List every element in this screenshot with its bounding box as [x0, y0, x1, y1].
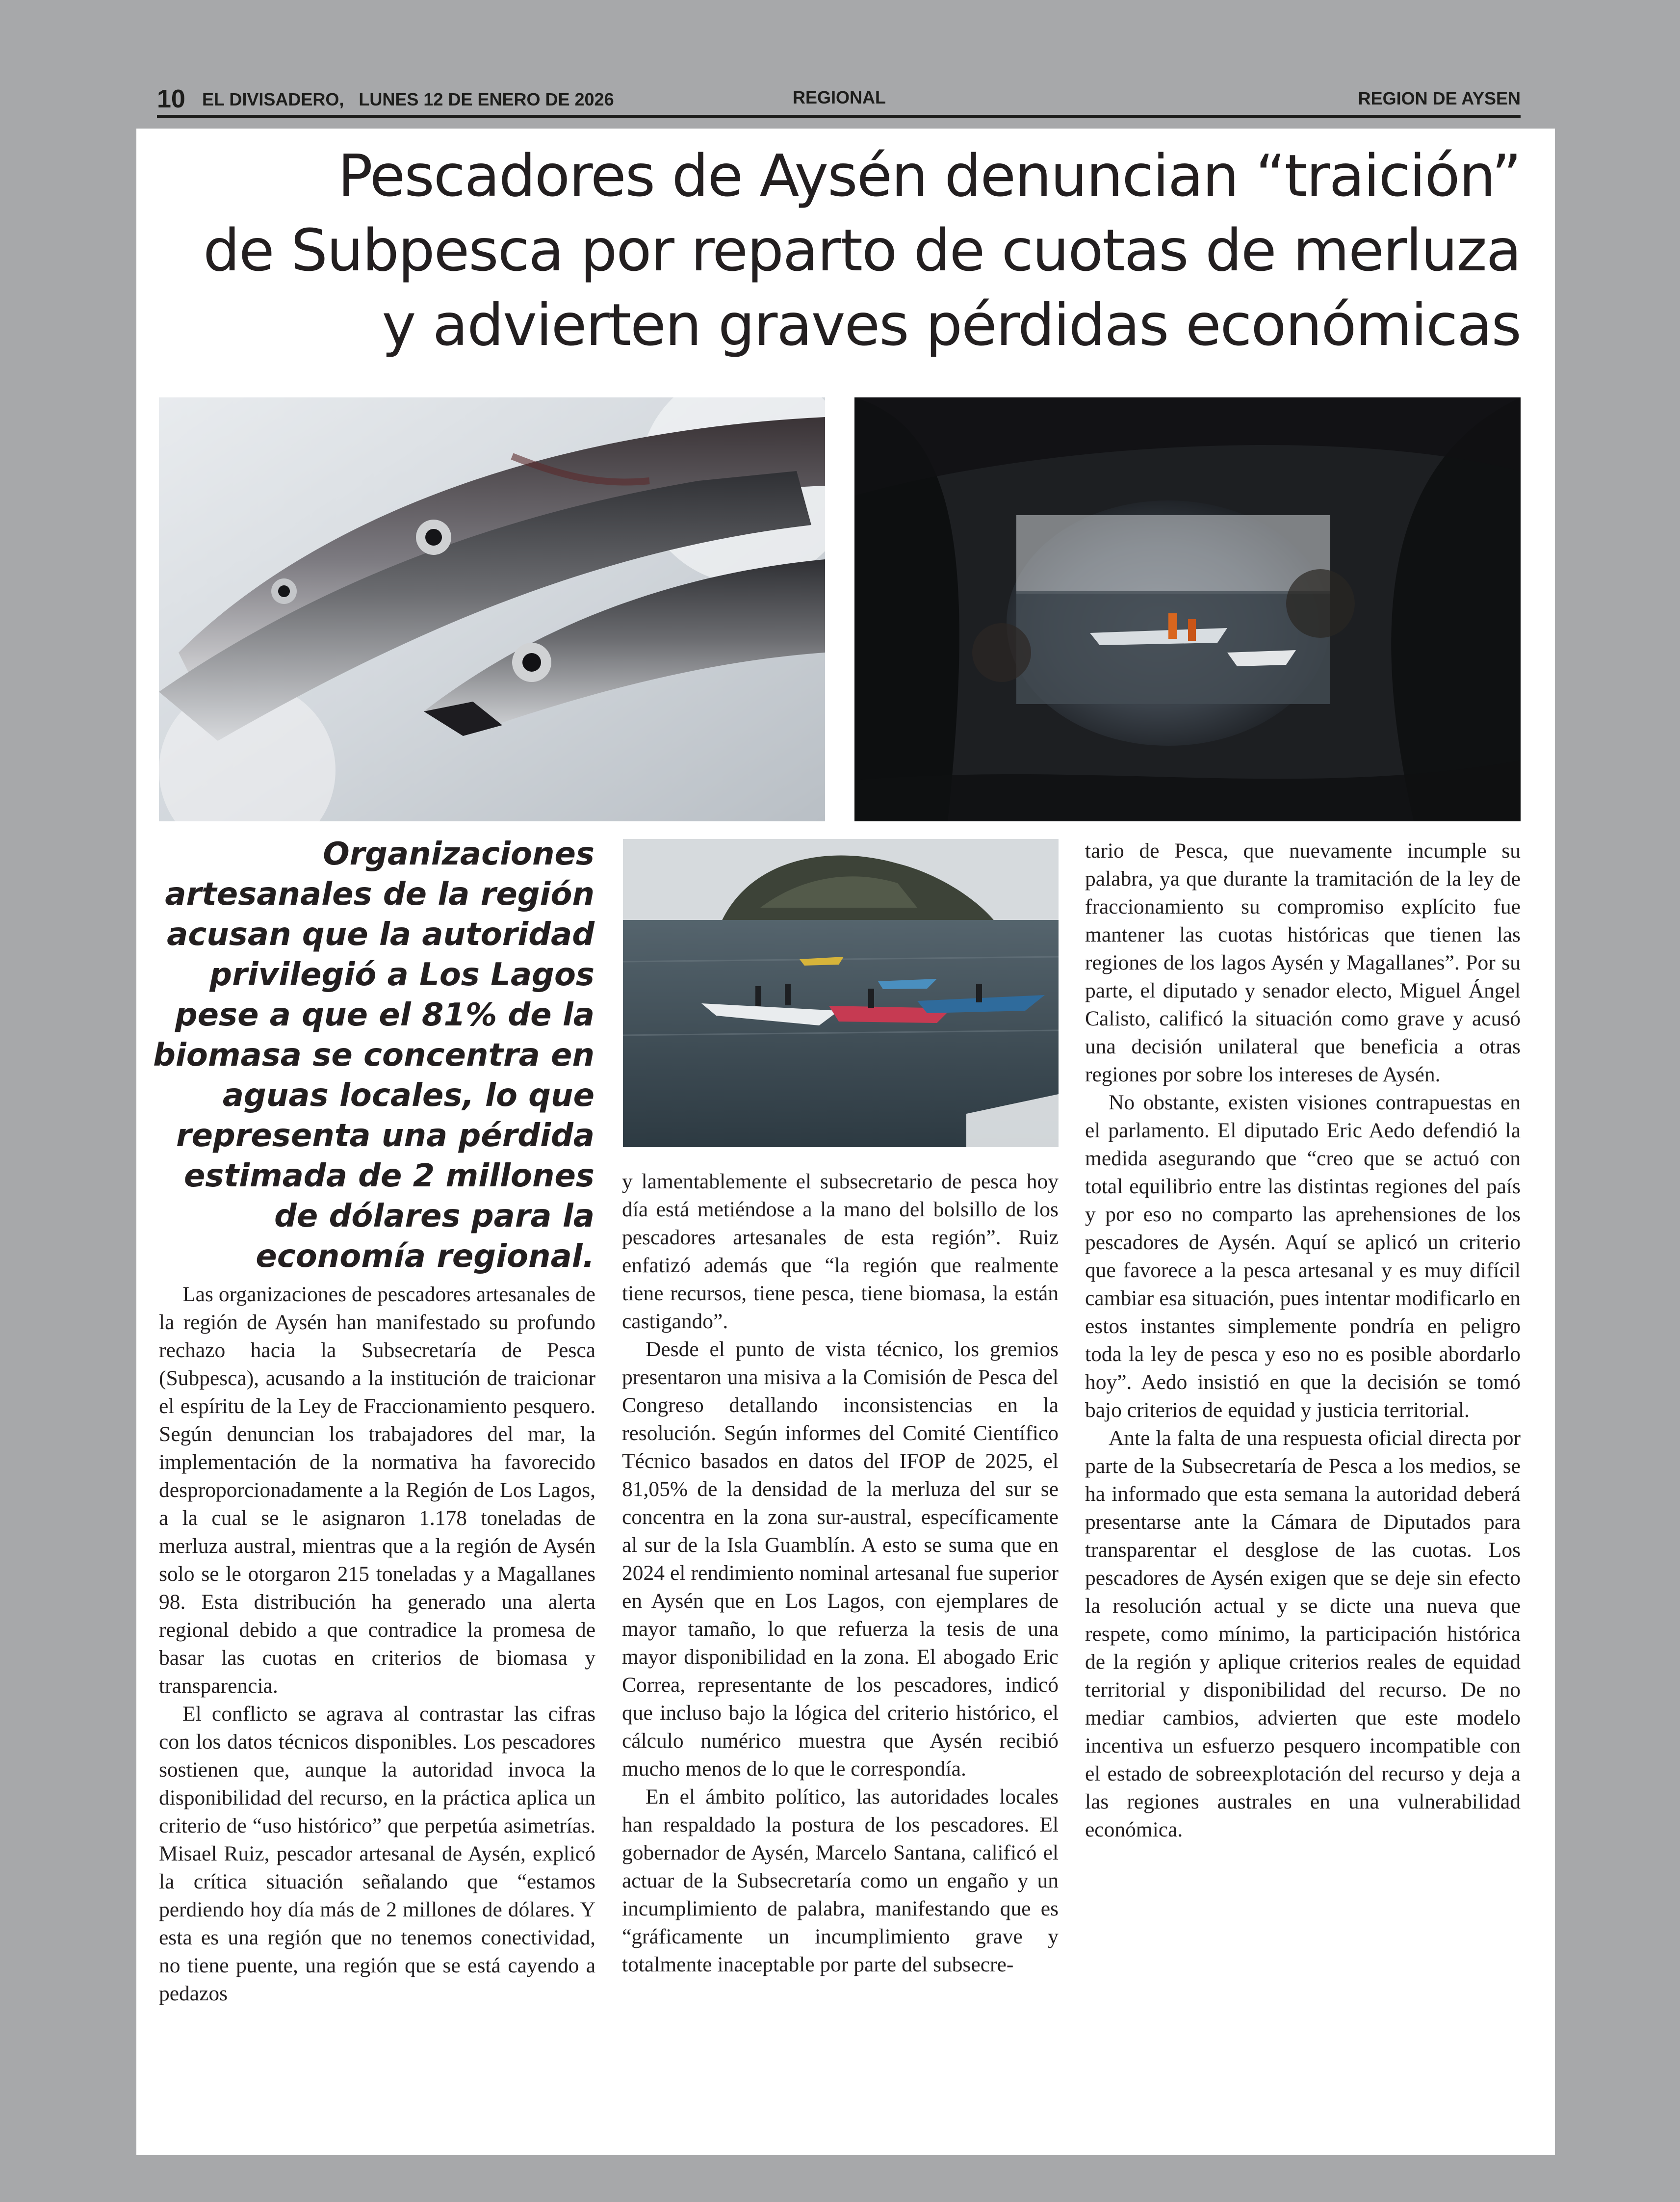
article-column-3 — [1085, 837, 1521, 1844]
article-paragraph: El conflicto se agrava al contrastar las cifras con los datos técnicos disponibles. Los pescadores sostienen que, aunque la autoridad invoca la disponibilidad del recurso, en la práctica aplica un criterio de “uso histórico” que perpetúa asimetrías. Misael Ruiz, pescador artesanal de Aysén, explicó la crítica situación señalando que “estamos perdiendo hoy día más de 2 millones de dólares. Y esta es una región que no tenemos conectividad, no tiene puente, una región que se está cayendo a pedazos — [159, 1702, 595, 2005]
article-paragraph: Las organizaciones de pescadores artesanales de la región de Aysén han manifestado su profundo rechazo hacia la Subsecretaría de Pesca (Subpesca), acusando a la institución de traicionar el espíritu de la Ley de Fraccionamiento pesquero. Según denuncian los trabajadores del mar, la implementación de la normativa ha favorecido desproporcionadamente a la Región de Los Lagos, a la cual se le asignaron 1.178 toneladas de merluza austral, mientras que a la región de Aysén solo se le otorgaron 215 toneladas y a Magallanes 98. Esta distribución ha generado una alerta regional debido a que contradice la promesa de basar las cuotas en criterios de biomasa y transparencia. — [159, 1283, 595, 1698]
section-label: REGIONAL — [793, 87, 886, 107]
photo-artisanal-boats — [623, 839, 1059, 1147]
article-column-1 — [159, 1281, 595, 2008]
headline-line: Pescadores de Aysén denuncian “traición” — [337, 142, 1521, 210]
article-paragraph: y lamentablemente el subsecretario de pesca hoy día está metiéndose a la mano del bolsillo de los pescadores artesanales de esta región”. Ruiz enfatizó además que “la región que realmente tiene recursos, tiene pesca, tiene biomasa, la están castigando”. — [622, 1170, 1059, 1333]
header-rule — [157, 115, 1521, 118]
article-paragraph: Desde el punto de vista técnico, los gremios presentaron una misiva a la Comisión de Pesca del Congreso detallando inconsistencias en la resolución. Según informes del Comité Científico Técnico basados en datos del IFOP de 2025, el 81,05% de la densidad de la merluza del sur se concentra en la zona sur-austral, específicamente al sur de la Isla Guamblín. A esto se suma que en 2024 el rendimiento nominal artesanal fue superior en Aysén que en Los Lagos, con ejemplares de mayor tamaño, lo que refuerza la tesis de una mayor disponibilidad en la zona. El abogado Eric Correa, representante de los pescadores, indicó que incluso bajo la lógica del criterio histórico, el cálculo numérico muestra que Aysén recibió mucho menos de lo que le correspondía. — [622, 1337, 1059, 1781]
region-label: REGION DE AYSEN — [1358, 88, 1521, 108]
page-number: 10 — [157, 85, 185, 113]
article-deck: Organizaciones artesanales de la región acusan que la autoridad privilegió a Los Lagos pese a que el 81% de la biomasa se concentra en aguas locales, lo que representa una pérdida estimada de 2 millones de dólares para la economía regional. — [153, 836, 594, 1275]
article-paragraph: En el ámbito político, las autoridades locales han respaldado la postura de los pescadores. El gobernador de Aysén, Marcelo Santana, calificó el actuar de la Subsecretaría como un engaño y un incumplimiento de palabra, manifestando que es “gráficamente un incumplimiento grave y totalmente inaceptable por parte del subsecre- — [622, 1785, 1059, 1976]
publication-date: EL DIVISADERO, LUNES 12 DE ENERO DE 2026 — [202, 89, 614, 109]
headline-line: y advierten graves pérdidas económicas — [382, 291, 1521, 359]
article-paragraph: tario de Pesca, que nuevamente incumple su palabra, ya que durante la tramitación de la ley de fraccionamiento su compromiso explícito fue mantener las cuotas históricas que tienen las regiones de los lagos Aysén y Magallanes”. Por su parte, el diputado y senador electo, Miguel Ángel Calisto, calificó la situación como grave y acusó una decisión unilateral que beneficia a otras regiones por sobre los intereses de Aysén. — [1085, 839, 1521, 1086]
headline-line: de Subpesca por reparto de cuotas de merluza — [203, 216, 1521, 284]
photo-fishermen-through-net — [854, 397, 1521, 821]
page-header — [157, 82, 1521, 114]
article-column-2 — [622, 1168, 1059, 1979]
article-paragraph: Ante la falta de una respuesta oficial directa por parte de la Subsecretaría de Pesca a los medios, se ha informado que esta semana la autoridad deberá presentarse ante la Cámara de Diputados para transparentar el desglose de las cuotas. Los pescadores de Aysén exigen que se deje sin efecto la resolución actual y se dicte una nueva que respete, como mínimo, la participación histórica de la región y aplique criterios reales de equidad territorial y disponibilidad del recurso. De no mediar cambios, advierten que este modelo incentiva un esfuerzo pesquero incompatible con el estado de sobreexplotación del recurso y deja a las regiones australes en una vulnerabilidad económica. — [1085, 1426, 1521, 1841]
headline — [167, 138, 1521, 362]
article-paragraph: No obstante, existen visiones contrapuestas en el parlamento. El diputado Eric Aedo defendió la medida asegurando que “creo que se actuó con total equilibrio entre las distintas regiones del país y por eso no comparto las aprehensiones de los pescadores de Aysén. Aquí se aplicó un criterio que favorece a la pesca artesanal y es muy difícil cambiar esa situación, pues intentar modificarlo en estos instantes simplemente pondría en peligro toda la ley de pesca y eso no es posible abordarlo hoy”. Aedo insistió en que la decisión se tomó bajo criterios de equidad y justicia territorial. — [1085, 1091, 1521, 1422]
photo-hake-on-ice — [159, 397, 825, 821]
